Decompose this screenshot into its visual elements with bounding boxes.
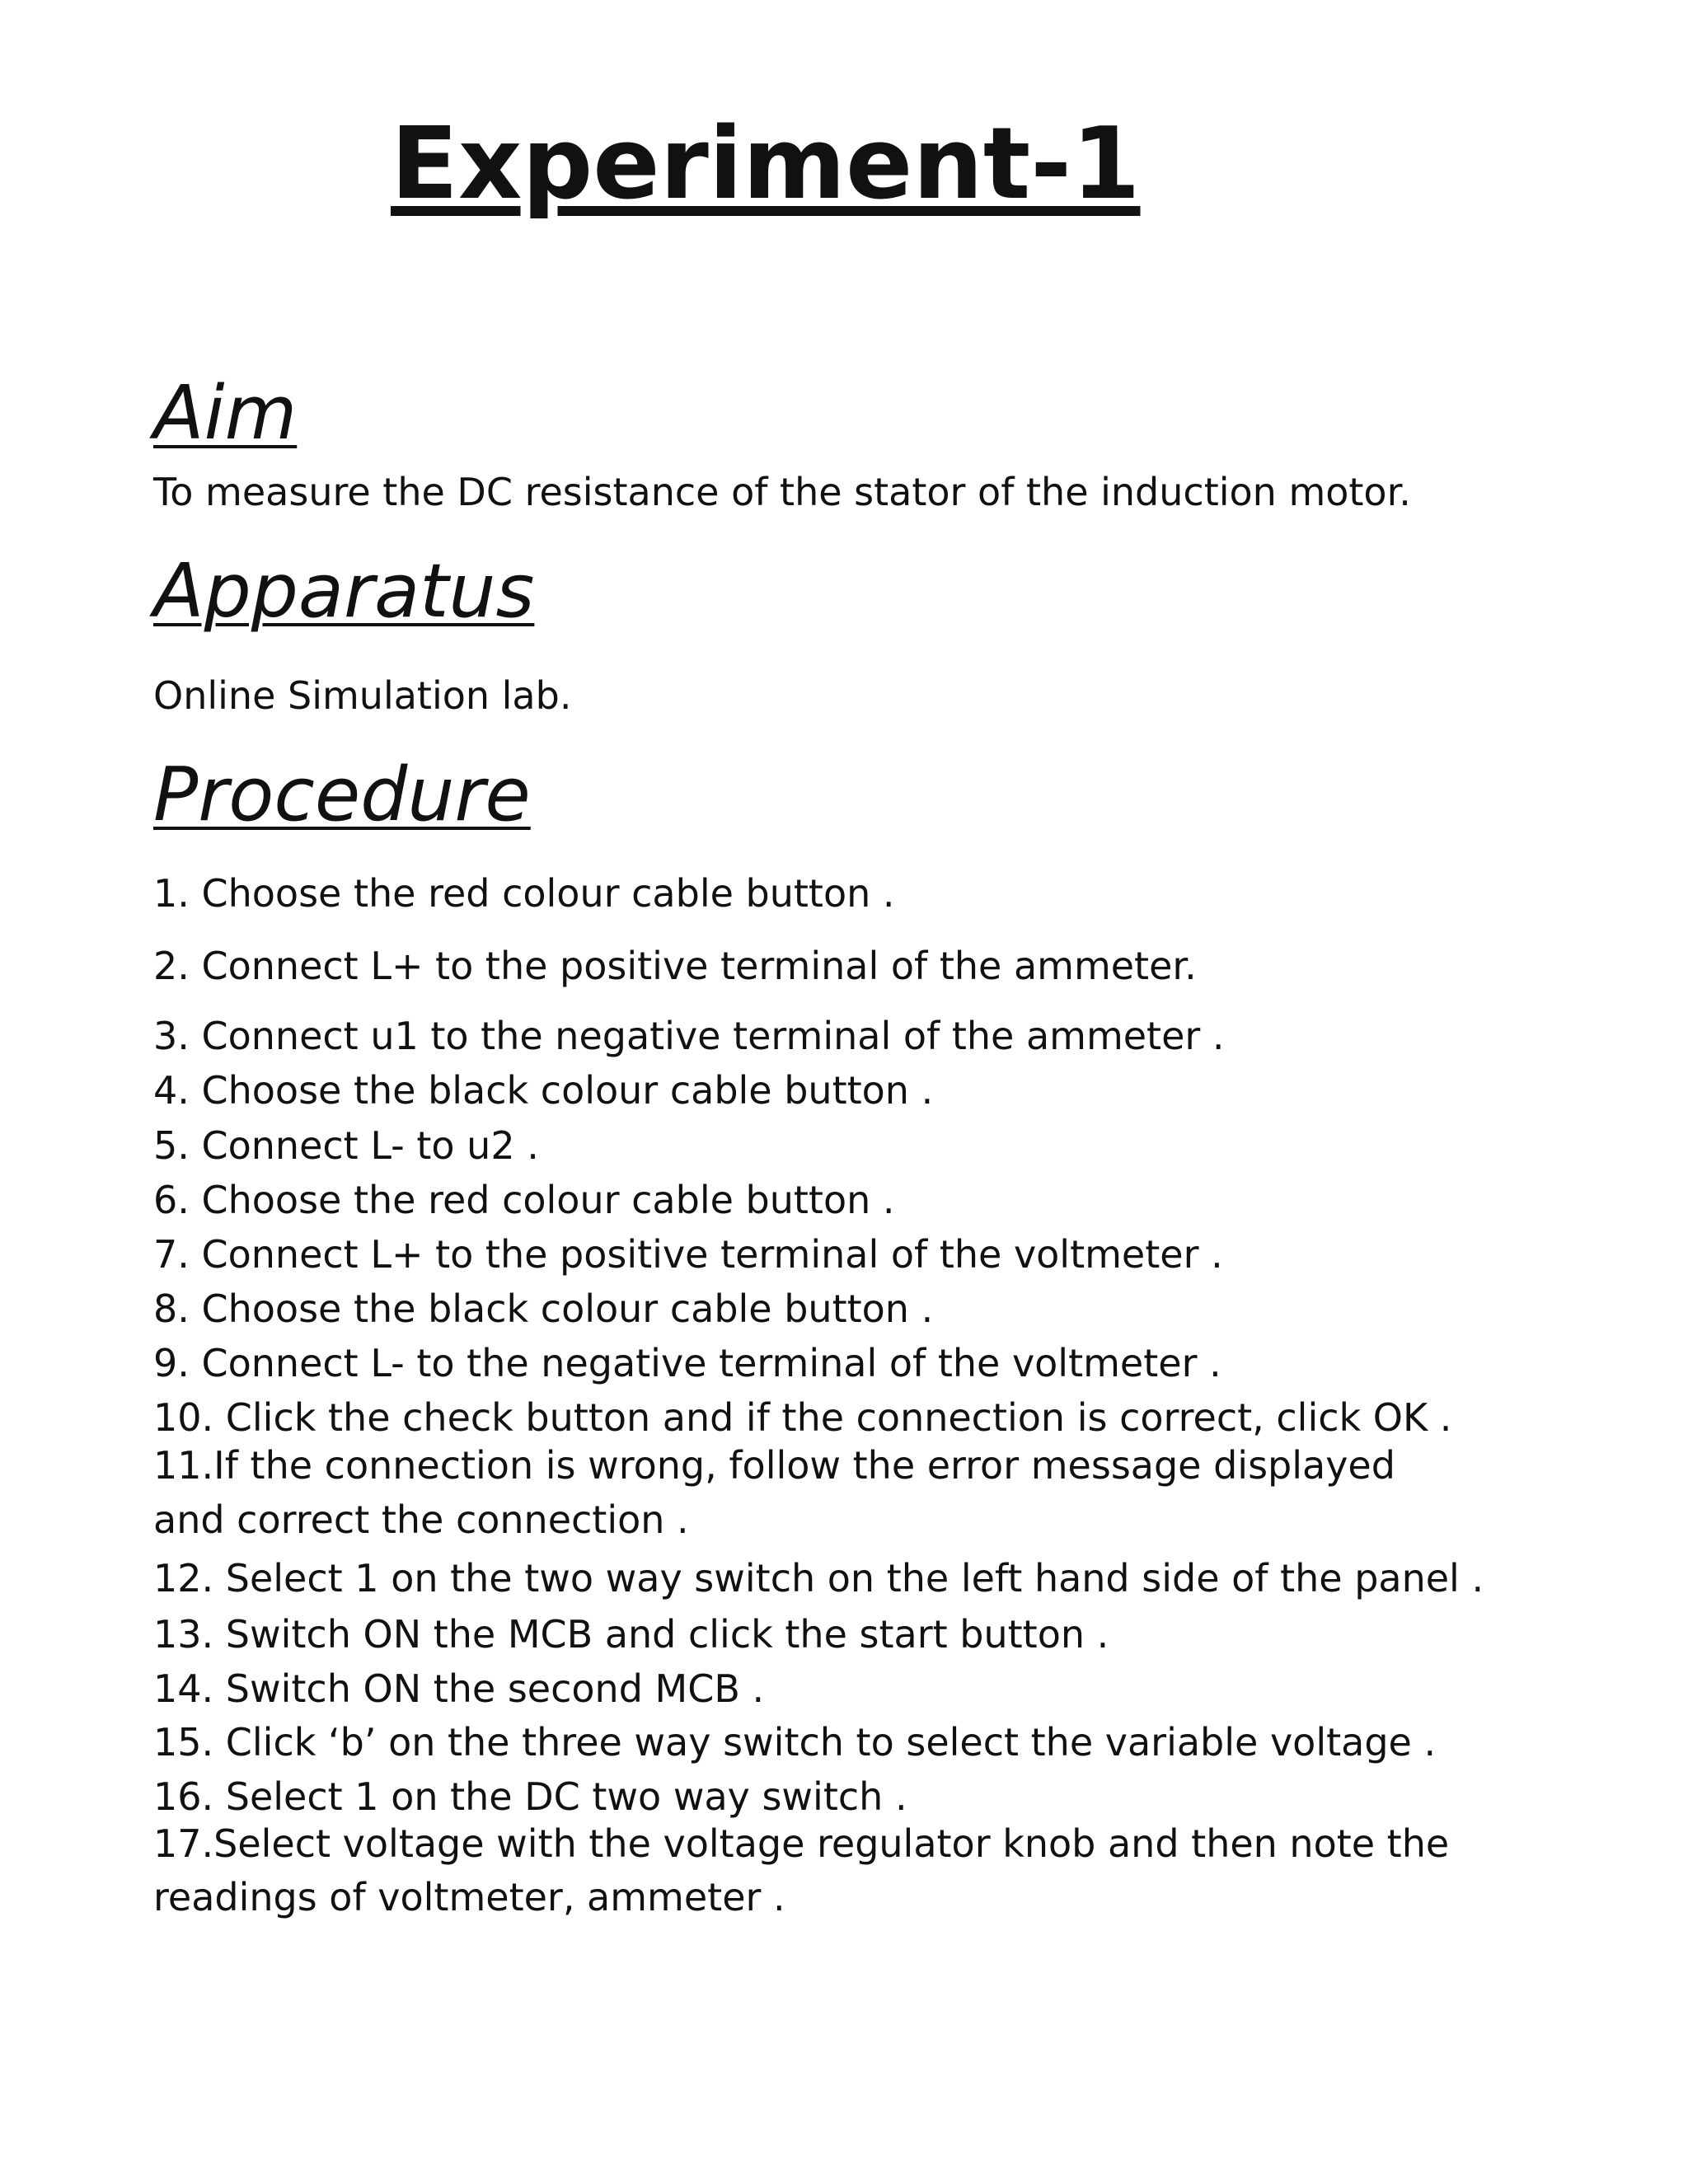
procedure-step-11: 11.If the connection is wrong, follow the error message displayed (153, 1443, 1395, 1488)
procedure-step-1: 1. Choose the red colour cable button . (153, 871, 895, 916)
procedure-step-10: 10. Click the check button and if the connection is correct, click OK . (153, 1395, 1452, 1440)
procedure-step-7: 7. Connect L+ to the positive terminal of the voltmeter . (153, 1232, 1223, 1277)
procedure-step-13: 13. Switch ON the MCB and click the start button . (153, 1612, 1109, 1657)
procedure-step-16: 16. Select 1 on the DC two way switch . (153, 1774, 907, 1819)
procedure-step-17: 17.Select voltage with the voltage regulator knob and then note the (153, 1821, 1450, 1866)
procedure-step-2: 2. Connect L+ to the positive terminal of the ammeter. (153, 944, 1197, 988)
procedure-step-12: 12. Select 1 on the two way switch on the left hand side of the panel . (153, 1556, 1484, 1601)
apparatus-text: Online Simulation lab. (153, 673, 572, 718)
procedure-step-9: 9. Connect L- to the negative terminal of the voltmeter . (153, 1341, 1221, 1385)
procedure-step-15: 15. Click ‘b’ on the three way switch to select the variable voltage . (153, 1720, 1437, 1765)
procedure-step-5: 5. Connect L- to u2 . (153, 1123, 539, 1168)
procedure-step-6: 6. Choose the red colour cable button . (153, 1178, 895, 1222)
page-title: Experiment-1 (391, 107, 1141, 222)
procedure-step-4: 4. Choose the black colour cable button . (153, 1068, 934, 1113)
procedure-step-14: 14. Switch ON the second MCB . (153, 1666, 765, 1711)
apparatus-heading: Apparatus (153, 548, 535, 635)
aim-text: To measure the DC resistance of the stator of the induction motor. (153, 470, 1411, 514)
procedure-step-17-continued: readings of voltmeter, ammeter . (153, 1875, 785, 1919)
aim-heading: Aim (153, 370, 298, 457)
procedure-step-8: 8. Choose the black colour cable button . (153, 1286, 934, 1331)
procedure-step-3: 3. Connect u1 to the negative terminal of the ammeter . (153, 1014, 1225, 1058)
procedure-heading: Procedure (153, 752, 531, 838)
procedure-step-11-continued: and correct the connection . (153, 1497, 689, 1542)
